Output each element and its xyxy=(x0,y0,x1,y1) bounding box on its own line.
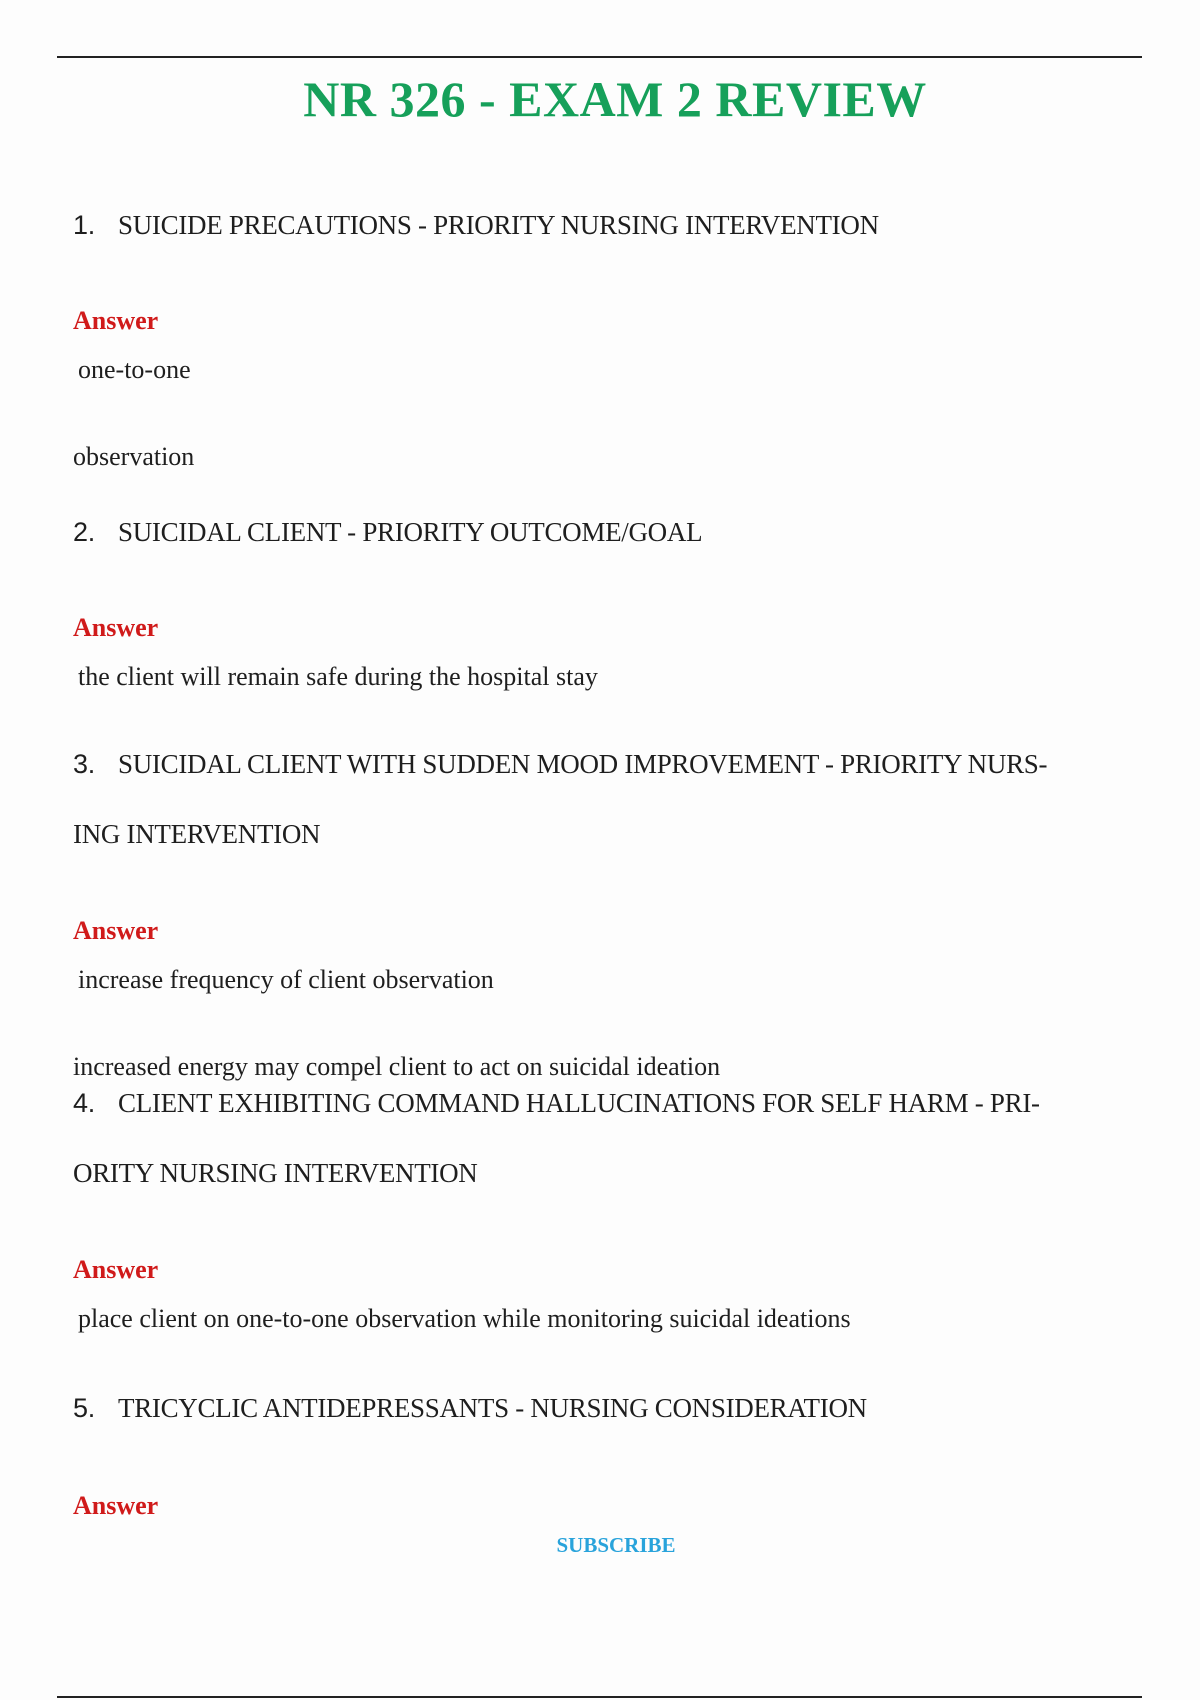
question-text: SUICIDAL CLIENT - PRIORITY OUTCOME/GOAL xyxy=(118,517,703,547)
question-text: SUICIDE PRECAUTIONS - PRIORITY NURSING INTERVENTION xyxy=(118,210,879,240)
answer-label-2: Answer xyxy=(73,613,159,642)
answer-label-4: Answer xyxy=(73,1255,159,1284)
answer-text-3b: increased energy may compel client to act on suicidal ideation xyxy=(73,1052,721,1081)
answer-text-3a: increase frequency of client observation xyxy=(78,965,494,994)
question-number: 2. xyxy=(73,517,95,547)
question-1 xyxy=(73,190,1113,260)
question-text: TRICYCLIC ANTIDEPRESSANTS - NURSING CONSIDERATION xyxy=(118,1393,867,1423)
question-2 xyxy=(73,497,1113,567)
question-number: 4. xyxy=(73,1088,95,1118)
answer-text-4a: place client on one-to-one observation while monitoring suicidal ideations xyxy=(78,1304,851,1333)
top-rule xyxy=(57,56,1142,58)
question-number: 3. xyxy=(73,749,95,779)
subscribe-link[interactable]: SUBSCRIBE xyxy=(556,1533,676,1557)
answer-label-3: Answer xyxy=(73,916,159,945)
bottom-rule xyxy=(57,1696,1142,1698)
document-title: NR 326 - EXAM 2 REVIEW xyxy=(303,71,927,127)
question-text: SUICIDAL CLIENT WITH SUDDEN MOOD IMPROVEMENT - PRIORITY NURS- xyxy=(118,749,1048,779)
question-text: CLIENT EXHIBITING COMMAND HALLUCINATIONS FOR SELF HARM - PRI- xyxy=(118,1088,1040,1118)
answer-text-1b: observation xyxy=(73,442,195,471)
question-text-continued: ING INTERVENTION xyxy=(73,819,321,849)
question-number: 1. xyxy=(73,210,95,240)
answer-label-5: Answer xyxy=(73,1491,159,1520)
question-5 xyxy=(73,1373,1113,1443)
answer-label-1: Answer xyxy=(73,306,159,335)
question-3 xyxy=(73,729,1113,869)
question-4 xyxy=(73,1068,1113,1208)
question-number: 5. xyxy=(73,1393,95,1423)
answer-text-1a: one-to-one xyxy=(78,355,191,384)
answer-text-2a: the client will remain safe during the hospital stay xyxy=(78,662,598,691)
question-text-continued: ORITY NURSING INTERVENTION xyxy=(73,1158,478,1188)
